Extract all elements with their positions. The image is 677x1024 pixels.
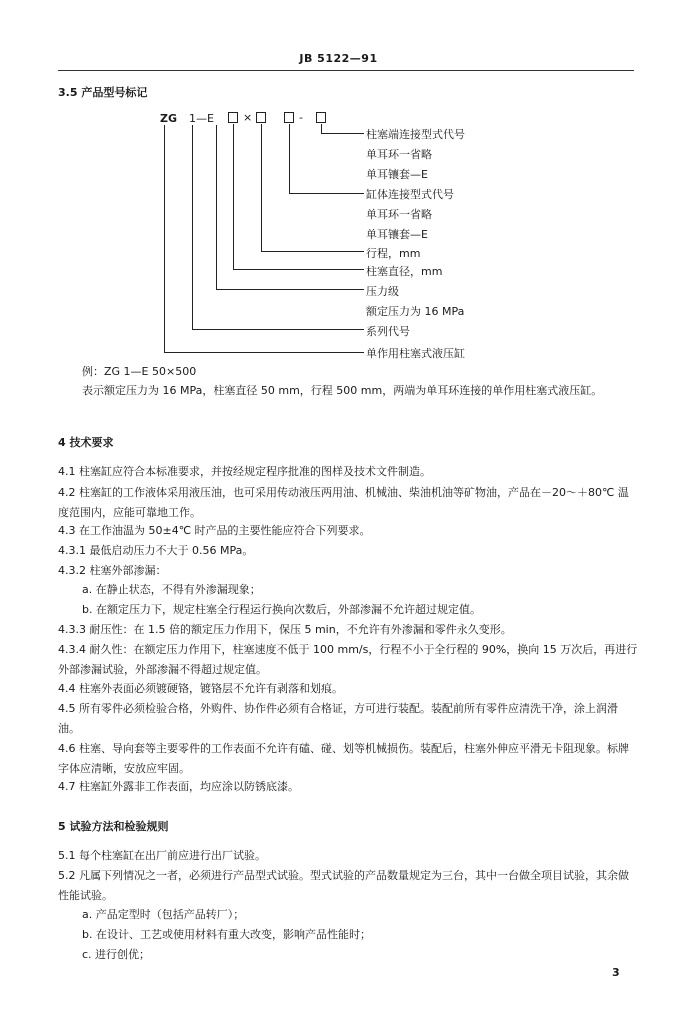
clause-4-1: 4.1 柱塞缸应符合本标准要求，并按经规定程序批准的图样及技术文件制造。 <box>58 465 431 478</box>
leader-vertical-diameter <box>233 124 234 270</box>
leader-h-cylinder <box>289 193 364 194</box>
clause-4-3-2: 4.3.2 柱塞外部渗漏： <box>58 564 167 577</box>
clause-5-1: 5.1 每个柱塞缸在出厂前应进行出厂试验。 <box>58 849 266 862</box>
section-5-title: 5 试验方法和检验规则 <box>58 820 169 833</box>
clause-5-2: 5.2 凡属下列情况之一者，必须进行产品型式试验。型式试验的产品数量规定为三台，其中一台做全项目试验，其余做性能试验。 <box>58 869 629 902</box>
code-dash: - <box>299 111 303 124</box>
clause-5-2-b: b. 在设计、工艺或使用材料有重大改变，影响产品性能时； <box>82 928 371 941</box>
clause-4-4: 4.4 柱塞外表面必须镀硬铬，镀铬层不允许有剥落和划痕。 <box>58 682 343 695</box>
code-box-plunger-connection <box>316 112 326 123</box>
label-series-code: 系列代号 <box>366 325 410 338</box>
leader-vertical-pressure <box>216 125 217 290</box>
label-cylinder-connection: 缸体连接型式代号 <box>366 188 454 201</box>
leader-h-zg <box>164 352 364 353</box>
code-times: × <box>243 111 253 124</box>
label-rated-pressure: 额定压力为 16 MPa <box>366 305 465 318</box>
clause-4-3-3: 4.3.3 耐压性：在 1.5 倍的额定压力作用下，保压 5 min，不允许有外渗漏和零件永久变形。 <box>58 623 512 636</box>
label-pressure-class: 压力级 <box>366 285 399 298</box>
model-example-explanation: 表示额定压力为 16 MPa，柱塞直径 50 mm，行程 500 mm，两端为单耳环连接的单作用柱塞式液压缸。 <box>82 384 603 397</box>
leader-vertical-stroke <box>261 124 262 252</box>
code-zg: ZG <box>160 112 178 125</box>
standard-number: JB 5122—91 <box>299 52 378 65</box>
code-series-pressure: 1—E <box>189 112 214 125</box>
clause-4-7: 4.7 柱塞缸外露非工作表面，均应涂以防锈底漆。 <box>58 780 299 793</box>
header-rule <box>58 70 634 71</box>
label-plunger-diameter: 柱塞直径，mm <box>366 265 443 278</box>
label-single-lug-sleeve: 单耳镶套—E <box>366 168 428 181</box>
label-stroke: 行程，mm <box>366 247 421 260</box>
leader-vertical-series <box>192 125 193 330</box>
leader-h-pressure <box>216 289 364 290</box>
leader-vertical-zg <box>164 125 165 353</box>
clause-5-2-a: a. 产品定型时（包括产品转厂）； <box>82 908 245 921</box>
clause-4-2: 4.2 柱塞缸的工作液体采用液压油，也可采用传动液压两用油、机械油、柴油机油等矿物油，产品在－20～＋80℃ 温度范围内，应能可靠地工作。 <box>58 486 629 519</box>
code-box-cylinder-connection <box>284 112 294 123</box>
model-example: 例：ZG 1—E 50×500 <box>82 365 197 378</box>
leader-h-diameter <box>233 269 364 270</box>
label-single-lug-omit: 单耳环一省略 <box>366 148 432 161</box>
clause-4-3-2-b: b. 在额定压力下，规定柱塞全行程运行换向次数后，外部渗漏不允许超过规定值。 <box>82 603 481 616</box>
clause-4-3-4: 4.3.4 耐久性：在额定压力作用下，柱塞速度不低于 100 mm/s，行程不小于全行程的 90%，换向 15 万次后，再进行外部渗漏试验，外部渗漏不得超过规定值。 <box>58 643 638 676</box>
clause-5-2-c: c. 进行创优； <box>82 948 151 961</box>
code-box-diameter <box>228 112 238 123</box>
leader-h-series <box>192 329 364 330</box>
section-4-title: 4 技术要求 <box>58 436 114 449</box>
clause-4-6: 4.6 柱塞、导向套等主要零件的工作表面不允许有磕、碰、划等机械损伤。装配后，柱塞外伸应平滑无卡阻现象。标牌字体应清晰，安放应牢固。 <box>58 742 629 775</box>
clause-4-5: 4.5 所有零件必须检验合格，外购件、协作件必须有合格证，方可进行装配。装配前所有零件应清洗干净，涂上润滑油。 <box>58 702 618 735</box>
section-3-5-title: 3.5 产品型号标记 <box>58 86 148 99</box>
code-box-stroke <box>256 112 266 123</box>
leader-h-stroke <box>261 251 364 252</box>
page-number: 3 <box>612 966 620 979</box>
leader-vertical-cylinder <box>289 124 290 194</box>
label-product-name: 单作用柱塞式液压缸 <box>366 347 465 360</box>
leader-h-plunger <box>321 133 364 134</box>
label-plunger-connection: 柱塞端连接型式代号 <box>366 128 465 141</box>
clause-4-3: 4.3 在工作油温为 50±4℃ 时产品的主要性能应符合下列要求。 <box>58 524 371 537</box>
clause-4-3-1: 4.3.1 最低启动压力不大于 0.56 MPa。 <box>58 544 254 557</box>
label-single-lug-omit-2: 单耳环一省略 <box>366 208 432 221</box>
clause-4-3-2-a: a. 在静止状态，不得有外渗漏现象； <box>82 583 261 596</box>
label-single-lug-sleeve-2: 单耳镶套—E <box>366 228 428 241</box>
